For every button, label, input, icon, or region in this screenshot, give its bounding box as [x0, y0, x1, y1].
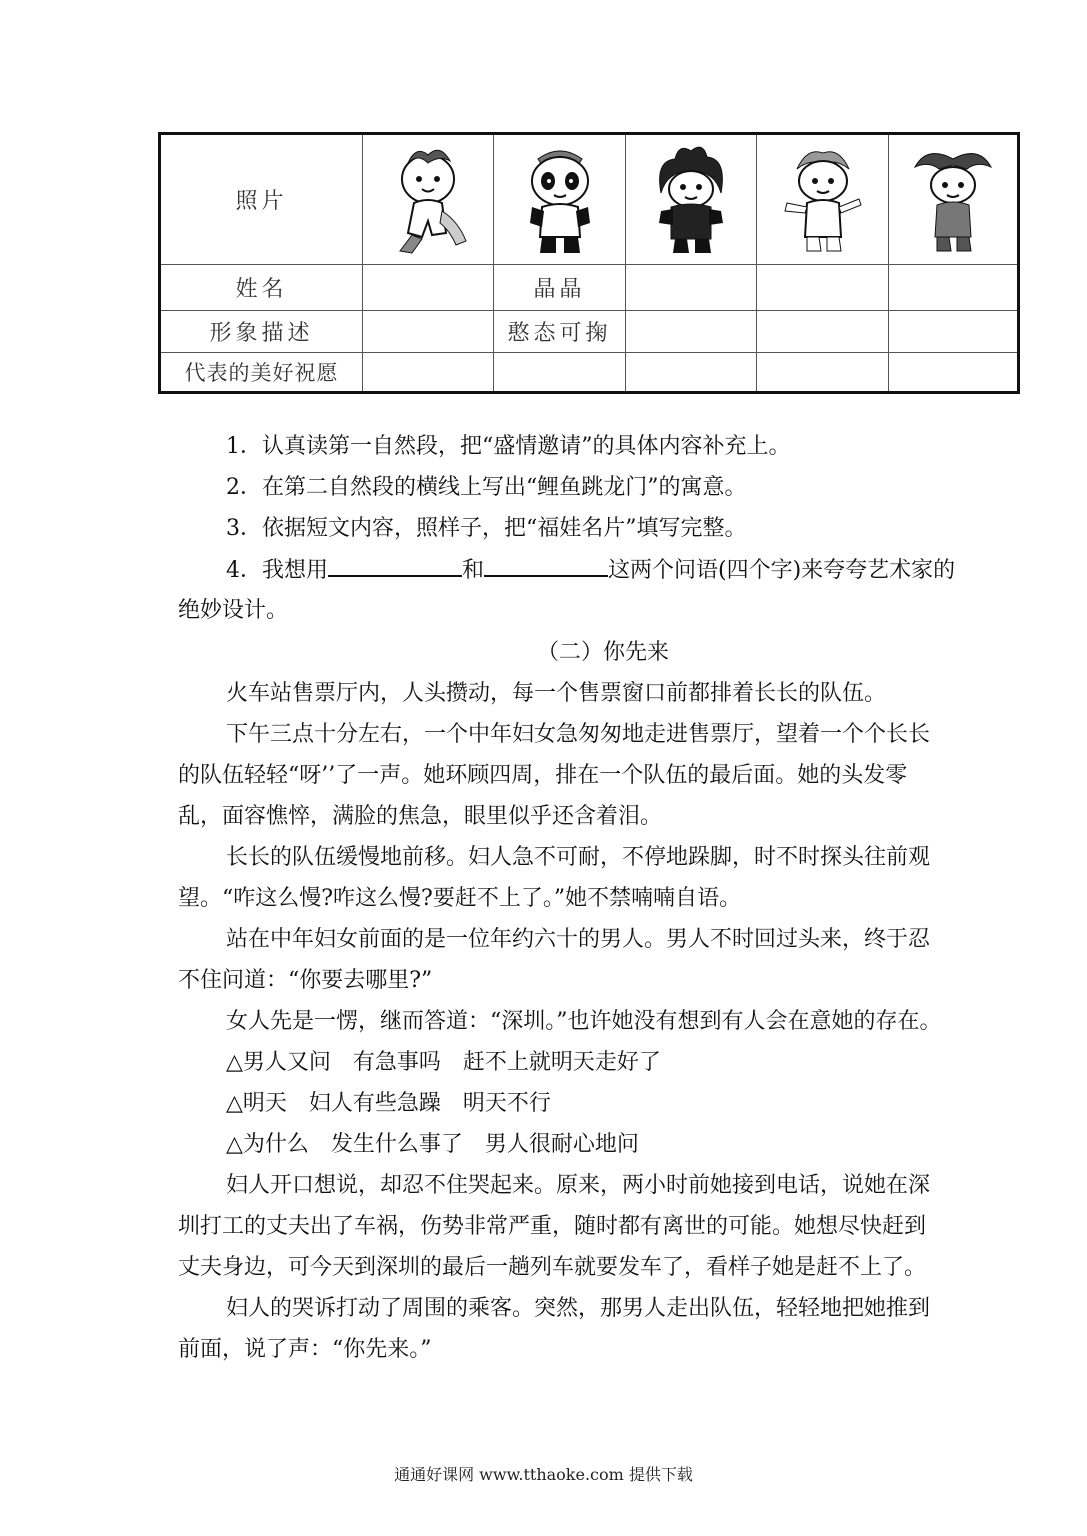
description-cell-3	[626, 311, 757, 353]
story-line: 前面，说了声：“你先来。”	[178, 1337, 432, 1362]
wishes-cell-2	[494, 353, 626, 391]
story-line: 女人先是一愣，继而答道：“深圳。”也许她没有想到有人会在意她的存在。	[226, 1009, 942, 1034]
question-4-part1: 4．我想用	[226, 558, 328, 583]
story-line: 妇人开口想说，却忍不住哭起来。原来，两小时前她接到电话，说她在深	[226, 1173, 931, 1198]
name-cell-3	[626, 265, 757, 311]
wishes-cell-3	[626, 353, 757, 391]
row-label-wishes: 代表的美好祝愿	[161, 353, 363, 391]
description-cell-1	[363, 311, 494, 353]
description-cell-4	[757, 311, 889, 353]
story-line: 圳打工的丈夫出了车祸，伤势非常严重，随时都有离世的可能。她想尽快赶到	[178, 1214, 927, 1239]
story-line: 妇人的哭诉打动了周围的乘客。突然，那男人走出队伍，轻轻地把她推到	[226, 1296, 931, 1321]
story-line: △男人又问 有急事吗 赶不上就明天走好了	[226, 1050, 661, 1075]
story-line: 望。“咋这么慢?咋这么慢?要赶不上了。”她不禁喃喃自语。	[178, 886, 742, 911]
question-1: 1．认真读第一自然段，把“盛情邀请”的具体内容补充上。	[226, 434, 791, 459]
question-4-part3: 这两个问语(四个字)来夸夸艺术家的	[608, 558, 956, 583]
name-cell-5	[889, 265, 1017, 311]
question-2: 2．在第二自然段的横线上写出“鲤鱼跳龙门”的寓意。	[226, 475, 747, 500]
questions-block	[178, 426, 1028, 631]
fuwa-card-table	[158, 132, 1020, 394]
row-label-name: 姓名	[161, 265, 363, 311]
row-label-description: 形象描述	[161, 311, 363, 353]
story-title: （二）你先来	[536, 640, 669, 665]
row-label-photo: 照片	[161, 135, 363, 265]
story-line: △明天 妇人有些急躁 明天不行	[226, 1091, 551, 1116]
mascot-nini-image	[889, 135, 1017, 265]
name-cell-1	[363, 265, 494, 311]
story-block	[178, 632, 1028, 1370]
wishes-cell-1	[363, 353, 494, 391]
name-cell-4	[757, 265, 889, 311]
answer-blank-2[interactable]	[484, 549, 608, 577]
description-cell-5	[889, 311, 1017, 353]
footer-source: 通通好课网 www.tthaoke.com 提供下载	[394, 1465, 693, 1484]
mascot-jingjing-image	[494, 135, 626, 265]
story-line: 站在中年妇女前面的是一位年约六十的男人。男人不时回过头来，终于忍	[226, 927, 931, 952]
mascot-beibei-image	[363, 135, 494, 265]
story-line: 丈夫身边，可今天到深圳的最后一趟列车就要发车了，看样子她是赶不上了。	[178, 1255, 927, 1280]
story-line: 不住问道：“你要去哪里?”	[178, 968, 433, 993]
story-line: 长长的队伍缓慢地前移。妇人急不可耐，不停地跺脚，时不时探头往前观	[226, 845, 931, 870]
wishes-cell-4	[757, 353, 889, 391]
story-line: 火车站售票厅内，人头攒动，每一个售票窗口前都排着长长的队伍。	[226, 681, 887, 706]
name-cell-jingjing: 晶晶	[494, 265, 626, 311]
question-3: 3．依据短文内容，照样子，把“福娃名片”填写完整。	[226, 516, 747, 541]
story-line: 乱，面容憔悴，满脸的焦急，眼里似乎还含着泪。	[178, 804, 663, 829]
question-4-part2: 和	[462, 558, 485, 583]
answer-blank-1[interactable]	[328, 549, 462, 577]
question-4-continued: 绝妙设计。	[178, 598, 289, 623]
mascot-yingying-image	[757, 135, 889, 265]
mascot-huanhuan-image	[626, 135, 757, 265]
description-cell-jingjing: 憨态可掬	[494, 311, 626, 353]
story-line: 下午三点十分左右，一个中年妇女急匆匆地走进售票厅，望着一个个长长	[226, 722, 931, 747]
story-line: 的队伍轻轻“呀’’了一声。她环顾四周，排在一个队伍的最后面。她的头发零	[178, 763, 908, 788]
story-line: △为什么 发生什么事了 男人很耐心地问	[226, 1132, 639, 1157]
question-4	[178, 549, 1028, 590]
wishes-cell-5	[889, 353, 1017, 391]
